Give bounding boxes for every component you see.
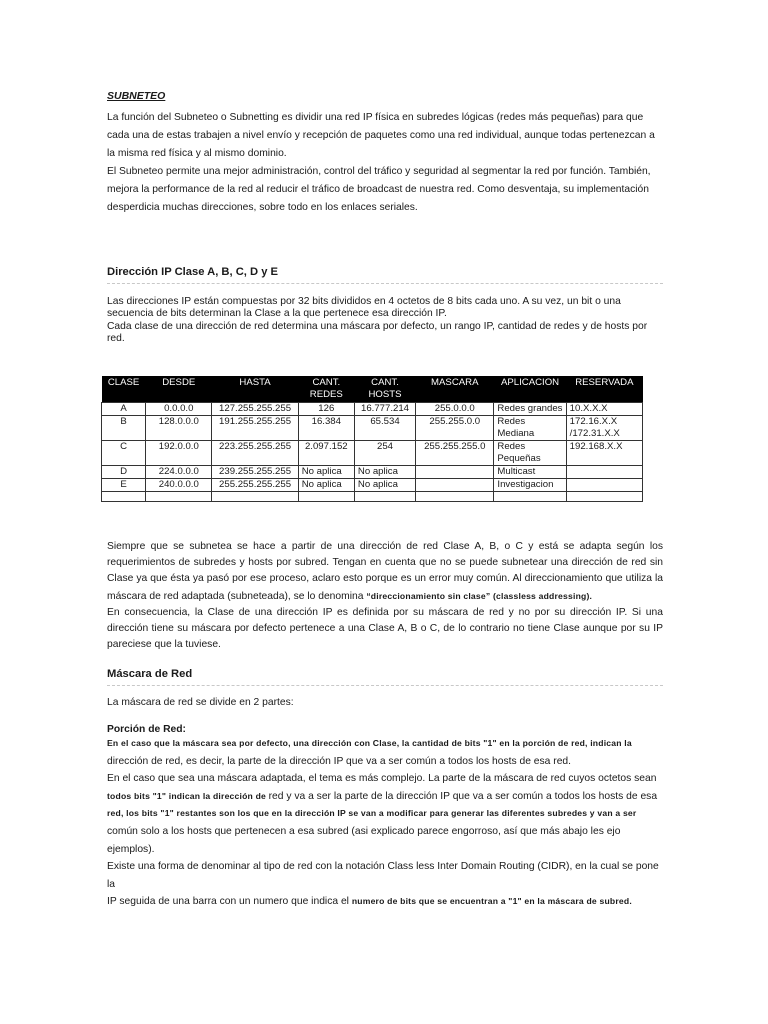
table-cell <box>416 466 494 479</box>
table-cell: 128.0.0.0 <box>146 416 212 441</box>
table-cell: No aplica <box>354 479 415 492</box>
column-header: CANT. REDES <box>298 376 354 403</box>
table-cell: No aplica <box>298 466 354 479</box>
table-row <box>102 466 643 479</box>
table-cell: D <box>102 466 146 479</box>
section-title-subneteo: SUBNETEO <box>107 90 166 102</box>
paragraph-subnetting-definition: La función del Subneteo o Subnetting es dividir una red IP física en subredes lógicas (redes más pequeñas) para que cada una de estas trabajen a nivel envío y recepción de paquetes como una red individual, aunque todas pertenezcan a la misma red física y al mismo dominio. <box>107 112 655 159</box>
table-cell: C <box>102 441 146 466</box>
table-header-row <box>102 376 643 403</box>
table-cell: 10.X.X.X <box>566 403 642 416</box>
table-cell: 191.255.255.255 <box>212 416 298 441</box>
column-header: RESERVADA <box>566 376 642 403</box>
column-header: HASTA <box>212 376 298 403</box>
column-header: CLASE <box>102 376 146 403</box>
table-row-empty <box>102 492 643 502</box>
table-cell: 192.0.0.0 <box>146 441 212 466</box>
table-cell: 255.0.0.0 <box>416 403 494 416</box>
table-cell: 223.255.255.255 <box>212 441 298 466</box>
table-cell: 254 <box>354 441 415 466</box>
table-cell: Redes grandes <box>494 403 566 416</box>
paragraph-class-mask: Cada clase de una dirección de red determina una máscara por defecto, un rango IP, cantidad de redes y de hosts por red. <box>107 321 648 344</box>
mask-line-2: dirección de red, es decir, la parte de la dirección IP que va a ser común a todos los hosts de esa red. <box>107 755 572 767</box>
mask-line-5: red, los bits "1" restantes son los que en la dirección IP se van a modificar para generar las diferentes subredes y van a ser <box>107 808 637 819</box>
class-definition-text: En consecuencia, la Clase de una dirección IP es definida por su máscara de red y no por su dirección IP. Si una dirección tiene su máscara por defecto pertenece a una Clase A, B o C, de lo contrario no tiene Clase aunque por su IP pareciese que la tuviese. <box>107 606 663 651</box>
heading-ip-classes: Dirección IP Clase A, B, C, D y E <box>107 266 663 284</box>
mask-line-4a: todos bits "1" indican la dirección de <box>107 790 269 801</box>
table-cell: 192.168.X.X <box>566 441 642 466</box>
mask-line-3: En el caso que sea una máscara adaptada, el tema es más complejo. La parte de la máscara de red cuyos octetos sean <box>107 773 657 785</box>
table-cell <box>566 466 642 479</box>
heading-network-mask: Máscara de Red <box>107 668 663 686</box>
table-cell: 255.255.0.0 <box>416 416 494 441</box>
paragraph-mask-intro: La máscara de red se divide en 2 partes: <box>107 697 294 708</box>
table-cell: 65.534 <box>354 416 415 441</box>
table-cell: Redes Pequeñas <box>494 441 566 466</box>
table-cell: 255.255.255.0 <box>416 441 494 466</box>
subheading-network-portion: Porción de Red: <box>107 724 186 735</box>
table-cell: 0.0.0.0 <box>146 403 212 416</box>
table-cell: Multicast <box>494 466 566 479</box>
table-cell: Investigacion <box>494 479 566 492</box>
table-row <box>102 416 643 441</box>
table-cell: 2.097.152 <box>298 441 354 466</box>
paragraph-classless-addressing <box>107 539 663 653</box>
table-cell <box>566 479 642 492</box>
paragraph-ip-bits: Las direcciones IP están compuestas por 32 bits divididos en 4 octetos de 8 bits cada uno. A su vez, un bit o una secuencia de bits determinan la Clase a la que pertenece esa dirección IP. <box>107 296 621 319</box>
table-cell: 224.0.0.0 <box>146 466 212 479</box>
table-cell: 255.255.255.255 <box>212 479 298 492</box>
table-cell: Redes Mediana <box>494 416 566 441</box>
mask-line-6: común solo a los hosts que pertenecen a esa subred (asi explicado parece engorroso, así que más abajo les ejo ejemplos). <box>107 825 621 855</box>
paragraph-subnetting-benefits: El Subneteo permite una mejor administración, control del tráfico y seguridad al segmentar la red por función. También, mejora la performance de la red al reducir el tráfico de broadcast de nuestra red. Como desventaja, su implementación desperdicia muchas direcciones, sobre todo en los enlaces seriales. <box>107 166 651 213</box>
classless-term: “direccionamiento sin clase” (classless addressing). <box>366 590 593 601</box>
ip-class-table <box>101 376 643 502</box>
table-cell: No aplica <box>354 466 415 479</box>
mask-line-1: En el caso que la máscara sea por defecto, una dirección con Clase, la cantidad de bits "1" en la porción de red, indican la <box>107 738 632 748</box>
table-row <box>102 441 643 466</box>
column-header: CANT. HOSTS <box>354 376 415 403</box>
column-header: MASCARA <box>416 376 494 403</box>
table-cell: 240.0.0.0 <box>146 479 212 492</box>
column-header: APLICACION <box>494 376 566 403</box>
table-cell: 16.777.214 <box>354 403 415 416</box>
mask-line-8a: IP seguida de una barra con un numero que indica el <box>107 896 352 908</box>
paragraph-network-portion <box>107 735 663 911</box>
classless-text: Siempre que se subnetea se hace a partir de una dirección de red Clase A, B, o C y está se adapta según los requerimientos de subredes y hosts por subred. Tengan en cuenta que no se puede subnetear una dirección de red sin Clase ya que ésta ya pasó por ese proceso, aclaro esto porque es un error muy común. Al direccionamiento que utiliza la máscara de red adaptada (subneteada), se lo denomina <box>107 541 663 602</box>
mask-line-4b: red y va a ser la parte de la dirección IP que va a ser común a todos los hosts de esa <box>268 790 658 802</box>
column-header: DESDE <box>146 376 212 403</box>
table-cell: E <box>102 479 146 492</box>
table-cell: 127.255.255.255 <box>212 403 298 416</box>
table-cell: 172.16.X.X /172.31.X.X <box>566 416 642 441</box>
table-cell: 16.384 <box>298 416 354 441</box>
table-cell: 126 <box>298 403 354 416</box>
table-row <box>102 479 643 492</box>
mask-line-7: Existe una forma de denominar al tipo de red con la notación Class less Inter Domain Routing (CIDR), en la cual se pone la <box>107 861 659 890</box>
table-row <box>102 403 643 416</box>
mask-line-8b: numero de bits que se encuentran a "1" en la máscara de subred. <box>351 896 632 907</box>
table-cell: No aplica <box>298 479 354 492</box>
table-cell: B <box>102 416 146 441</box>
table-cell: A <box>102 403 146 416</box>
table-cell: 239.255.255.255 <box>212 466 298 479</box>
table-cell <box>416 479 494 492</box>
